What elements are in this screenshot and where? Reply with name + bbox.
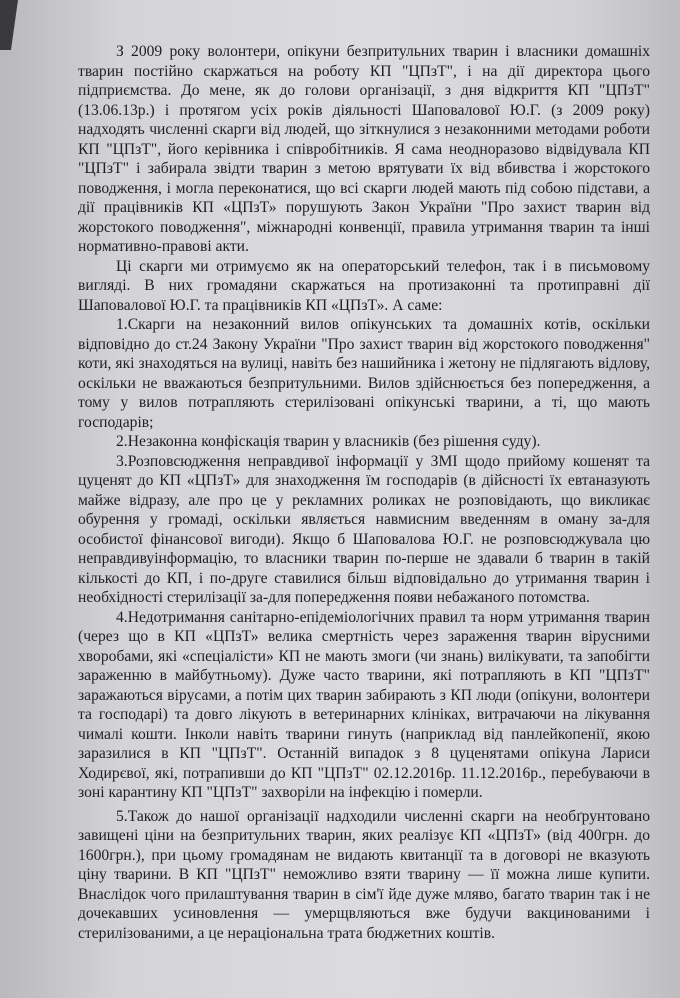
list-item-4: 4.Недотримання санітарно-епідеміологічних правил та норм утримання тварин (через що в КП «ЦПзТ» велика смертність через зараження тварин вірусними хворобами, які «спеціалісти» КП не мають змоги (чи знань) вилікувати, та запобігти зараженню в майбутньому). Дуже часто тварини, які потрапляють в КП "ЦПзТ" заражаються вірусами, а потім цих тварин забирають з КП люди (опікуни, волонтери та господарі) та довго лікують в ветеринарних клініках, витрачаючи на лікування чималі кошти. Інколи навіть тварини гинуть (наприклад від панлейкопенії, якою заразилися в КП "ЦПзТ". Останній випадок з 8 цуценятами опікуна Лариси Ходирєвої, які, потрапивши до КП "ЦПзТ" 02.12.2016р. 11.12.2016р., перебуваючи в зоні карантину КП "ЦПзТ" захворіли на інфекцію і померли. xyxy=(78,608,650,801)
paragraph-intro: З 2009 року волонтери, опікуни безпритульних тварин і власники домашніх тварин постійно скаржаться на роботу КП "ЦПзТ", і на дії директора цього підприємства. До мене, як до голови організації, з дня відкриття КП "ЦПзТ" (13.06.13р.) і протягом усіх років діяльності Шаповалової Ю.Г. (з 2009 року) надходять численні скарги від людей, що зіткнулися з незаконними методами роботи КП "ЦПзТ", його керівника і співробітників. Я сама неодноразово відвідувала КП "ЦПзТ" і забирала звідти тварин з метою врятувати їх від вбивства і жорстокого поводження, і могла переконатися, що всі скарги людей мають під собою підстави, а дії працівників КП «ЦПзТ» порушують Закон України "Про захист тварин від жорстокого поводження", міжнародні конвенції, правила утримання тварин та інші нормативно-правові акти. xyxy=(78,43,650,255)
list-item-1: 1.Скарги на незаконний вилов опікунських та домашніх котів, оскільки відповідно до ст.24 Закону України "Про захист тварин від жорстокого поводження" коти, які знаходяться на вулиці, навіть без нашийника і жетону не підлягають відлову, оскільки не вважаються безпритульними. Вилов здійснюється без попередження, а тому у вилов потрапляють стерилізовані опікунські тварини, а ті, що мають господарів; xyxy=(78,316,650,431)
list-item-5: 5.Також до нашої організації надходили численні скарги на необґрунтовано завищені ціни на безпритульних тварин, яких реалізує КП «ЦПзТ» (від 400грн. до 1600грн.), при цьому громадянам не видають квитанції та в договорі не вказують ціну тварини. В КП "ЦПзТ" неможливо взяти тварину — її можна лише купити. Внаслідок чого прилаштування тварин в сім'ї йде дуже мляво, багато тварин так і не дочекавших усиновлення — умерщвляються вже будучи вакцинованими і стерилізованими, а це нераціональна трата бюджетних коштів. xyxy=(78,807,650,942)
document-body xyxy=(78,42,650,943)
background-corner xyxy=(0,0,18,50)
list-item-2: 2.Незаконна конфіскація тварин у власників (без рішення суду). xyxy=(116,433,541,450)
paragraph-complaints: Ці скарги ми отримуємо як на операторський телефон, так і в письмовому вигляді. В них громадяни скаржаться на протизаконні та протиправні дії Шаповалової Ю.Г. та працівників КП «ЦПзТ». А саме: xyxy=(78,257,650,314)
list-item-3: 3.Розповсюдження неправдивої інформації у ЗМІ щодо прийому кошенят та цуценят до КП «ЦПзТ» для знаходження їм господарів (в дійсності їх евтаназують майже відразу, але про це у рекламних роликах не розповідають, що викликає обурення у громаді, оскільки являється навмисним введенням в оману за-для особистої фінансової вигоди). Якщо б Шаповалова Ю.Г. не розповсюджувала цю неправдивуінформацію, то власники тварин по-перше не здавали б тварин в такій кількості до КП, і по-друге ставилися більш відповідально до утримання тварин і необхідності стерилізації за-для попередження появи небажаного потомства. xyxy=(78,452,650,606)
